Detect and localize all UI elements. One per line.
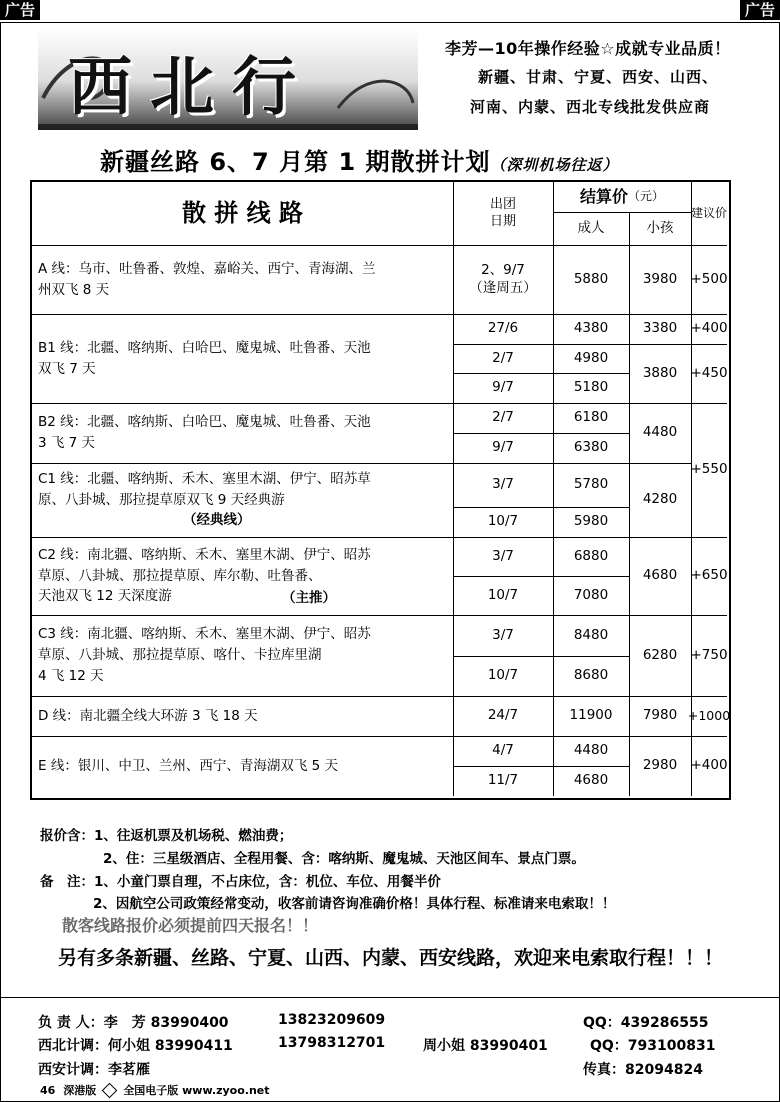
logo [38,28,418,130]
route-b2: B2 线：北疆、喀纳斯、白哈巴、魔鬼城、吐鲁番、天池 3 飞 7 天 [38,414,371,451]
date-e-2: 11/7 [487,772,519,789]
title-note: （深圳机场往返） [490,156,619,174]
adult-price-c1-2: 5980 [573,513,609,530]
route-c1-text: C1 线：北疆、喀纳斯、禾木、塞里木湖、伊宁、昭苏草 原、八卦城、那拉提草原双飞 9 天经典游 [38,470,371,508]
logo-text: 西北行 [68,50,314,125]
adult-price-e-1: 4480 [573,742,609,759]
route-a: A 线：乌市、吐鲁番、敦煌、嘉峪关、西宁、青海湖、兰 州双飞 8 天 [38,260,376,298]
adult-price-c3-2: 8680 [573,667,609,684]
child-price-a: 3980 [642,270,678,287]
notes-include-2: 2、住：三星级酒店、全程用餐、含：喀纳斯、魔鬼城、天池区间车、景点门票。 [103,851,585,867]
diamond-icon [102,1082,118,1098]
header-price [553,182,691,212]
price-table [30,180,731,800]
adult-price-c2-2: 7080 [573,586,609,603]
title-text: 新疆丝路 6、7 月第 1 期散拼计划 [100,148,491,176]
child-price-b1-1: 3380 [642,320,678,337]
header-price-label: 结算价 [579,186,628,206]
notes-remark-1 [40,870,441,890]
suggest-price-a: +500 [690,270,728,287]
adult-price-b2-1: 6180 [573,409,609,426]
site-link[interactable]: 全国电子版 www.zyoo.net [123,1084,270,1097]
route-d: D 线：南北疆全线大环游 3 飞 18 天 [38,707,258,724]
notes-include-1 [40,824,292,844]
child-price-c2: 4680 [642,567,678,584]
child-price-c3: 6280 [642,646,678,663]
regions-line-2: 河南、内蒙、西北专线批发供应商 [470,98,711,116]
contact-zhou: 周小姐 83990401 [423,1038,548,1054]
notes-include-label: 报价含： [40,828,94,844]
header-suggest: 建议价 [691,205,728,220]
tagline: 李芳—10年操作经验☆成就专业品质！ [445,39,731,58]
header-child: 小孩 [646,219,674,236]
suggest-price-c3: +750 [690,646,728,663]
notes-remark-1-text: 1、小童门票自理，不占床位，含：机位、车位、用餐半价 [94,874,441,890]
date-c2-1: 3/7 [492,547,514,564]
suggest-price-c2: +650 [690,567,728,584]
date-e-1: 4/7 [492,742,514,759]
page-title [100,142,619,177]
date-b2-1: 2/7 [492,409,514,426]
date-d: 24/7 [487,707,519,724]
footer [40,1082,270,1098]
header-date: 出团 日期 [489,196,516,229]
child-price-e: 2980 [642,757,678,774]
route-e: E 线：银川、中卫、兰州、西宁、青海湖双飞 5 天 [38,757,338,774]
adult-price-a: 5880 [573,270,609,287]
adult-price-c1-1: 5780 [573,476,609,493]
notes-more-routes: 另有多条新疆、丝路、宁夏、山西、内蒙、西安线路，欢迎来电索取行程！！！ [58,947,724,969]
notes-remark-label: 备 注： [40,874,94,890]
adult-price-e-2: 4680 [573,772,609,789]
route-c1-tag: （经典线） [183,512,251,529]
suggest-price-e: +400 [690,757,728,774]
child-price-c1: 4280 [642,491,678,508]
header-route: 散 拼 线 路 [181,198,304,227]
route-c2-tag: （主推） [282,590,336,606]
date-c3-2: 10/7 [487,667,519,684]
ad-label-left: 广告 [0,0,40,20]
regions-line-1: 新疆、甘肃、宁夏、西安、山西、 [478,68,719,86]
date-c1-1: 3/7 [492,476,514,493]
adult-price-b1-2: 4980 [573,349,609,366]
child-price-b2: 4480 [642,424,678,441]
route-b1: B1 线：北疆、喀纳斯、白哈巴、魔鬼城、吐鲁番、天池 双飞 7 天 [38,339,371,377]
route-c2-text: C2 线：南北疆、喀纳斯、禾木、塞里木湖、伊宁、昭苏 草原、八卦城、那拉提草原、库尔勒、吐鲁番、 天池双飞 12 天深度游 [38,546,371,605]
notes-include-1-text: 1、往返机票及机场税、燃油费； [94,828,293,844]
header-adult: 成人 [577,219,605,236]
contact-manager: 负 责 人：李 芳 83990400 [38,1015,229,1031]
date-b1-1: 27/6 [487,320,519,337]
contact-northwest-mobile: 13798312701 [278,1035,386,1051]
suggest-price-b1-1: +400 [690,320,728,337]
date-c1-2: 10/7 [487,513,519,530]
suggest-price-d: +1000 [687,707,731,723]
date-a: 2、9/7 （逢周五） [469,261,537,296]
child-price-b1-23: 3880 [642,364,678,381]
route-c3: C3 线：南北疆、喀纳斯、禾木、塞里木湖、伊宁、昭苏 草原、八卦城、那拉提草原、喀什、卡拉库里湖 4 飞 12 天 [38,626,371,684]
ad-label-right: 广告 [740,0,780,20]
contact-xian: 西安计调：李茗雁 [38,1062,150,1078]
date-c2-2: 10/7 [487,586,519,603]
edition-label: 深港版 [63,1084,97,1097]
adult-price-b1-3: 5180 [573,379,609,396]
notes-remark-2: 2、因航空公司政策经常变动，收客前请咨询准确价格！具体行程、标准请来电索取！！ [93,896,616,912]
contact-northwest: 西北计调：何小姐 83990411 [38,1038,233,1054]
adult-price-b1-1: 4380 [573,320,609,337]
notes-warning: 散客线路报价必须提前四天报名！！ [62,916,319,935]
date-c3-1: 3/7 [492,626,514,643]
contact-qq-2: QQ：793100831 [590,1038,716,1054]
suggest-price-b1-23: +450 [690,364,728,381]
date-b1-2: 2/7 [492,349,514,366]
route-c1 [32,463,453,537]
suggest-price-b2-c1: +550 [690,461,728,478]
date-b1-3: 9/7 [492,379,514,396]
contact-fax: 传真：82094824 [583,1062,703,1078]
child-price-d: 7980 [642,707,678,724]
route-c2 [32,537,453,615]
divider [0,997,780,998]
adult-price-d: 11900 [569,707,613,724]
date-b2-2: 9/7 [492,439,514,456]
adult-price-c3-1: 8480 [573,626,609,643]
contact-qq-1: QQ：439286555 [583,1015,709,1031]
adult-price-b2-2: 6380 [573,439,609,456]
adult-price-c2-1: 6880 [573,547,609,564]
contact-manager-mobile: 13823209609 [278,1012,386,1028]
header-price-unit: （元） [628,189,665,204]
page-number: 46 [40,1083,56,1097]
